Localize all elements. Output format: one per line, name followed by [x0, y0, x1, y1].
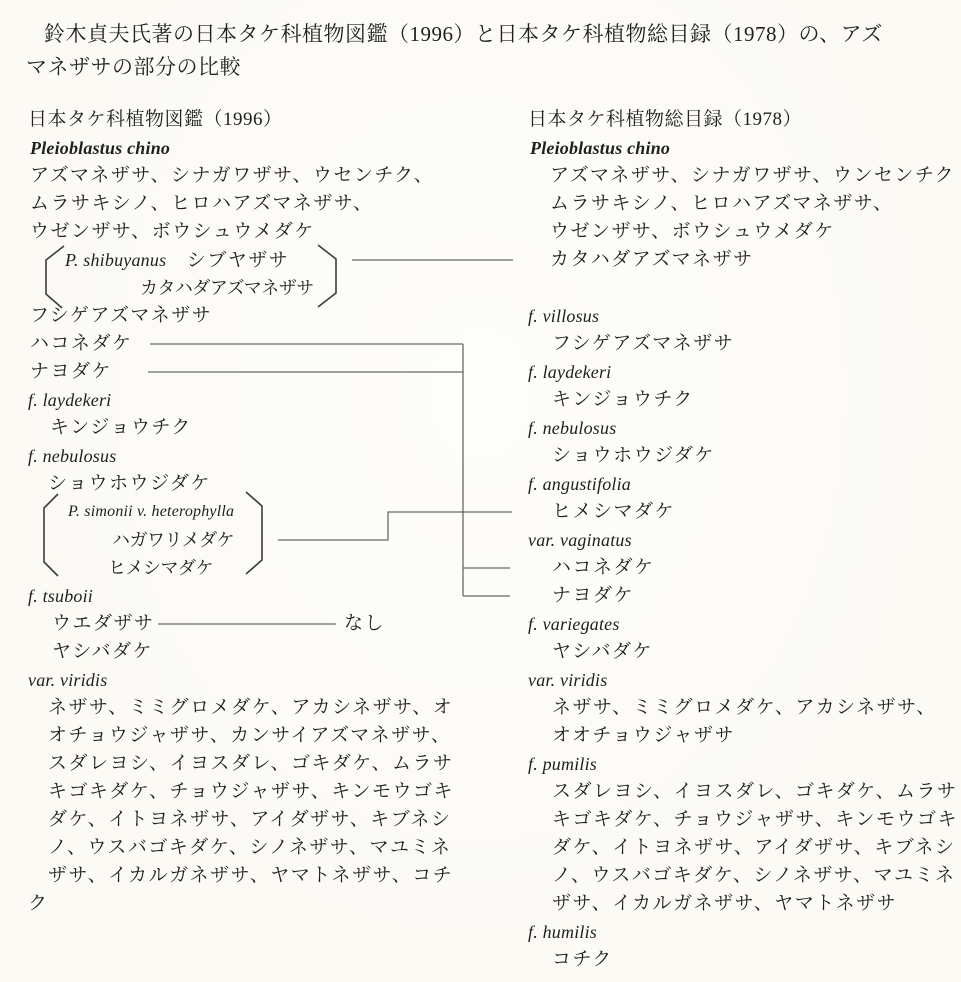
kana-name: ヤシバダケ: [52, 641, 153, 662]
latin-name: f. tsuboii: [28, 586, 94, 606]
kana-name: ネザサ、ミミグロメダケ、アカシネザサ、オ: [48, 697, 454, 718]
taxon-row: [528, 302, 961, 330]
taxon-row: [528, 442, 961, 470]
taxon-row: [28, 330, 498, 358]
latin-name: f. villosus: [528, 306, 600, 326]
taxon-row: [28, 778, 498, 806]
kana-name: キゴキダケ、チョウジャザサ、キンモウゴキ: [48, 781, 455, 802]
kana-name: オオチョウジャザサ: [552, 725, 735, 746]
kana-name: ダケ、イトヨネザサ、アイダザサ、キブネシ: [552, 837, 956, 858]
taxon-row: [28, 162, 498, 190]
kana-name: ダケ、イトヨネザサ、アイダザサ、キブネシ: [48, 809, 452, 830]
taxon-row: [28, 302, 498, 330]
taxon-row: [28, 554, 498, 582]
kana-name: ヒメシマダケ: [108, 558, 213, 578]
taxon-row: [528, 694, 961, 722]
taxon-row: [528, 106, 961, 134]
kana-name: ヤシバダケ: [552, 641, 653, 662]
taxon-row: [28, 190, 498, 218]
taxon-row: [528, 946, 961, 974]
taxon-row: [528, 554, 961, 582]
kana-name: ネザサ、ミミグロメダケ、アカシネザサ、: [552, 697, 937, 718]
document-title: [26, 18, 948, 84]
kana-name: ショウホウジダケ: [48, 473, 211, 494]
taxon-row: [528, 470, 961, 498]
kana-name: 日本タケ科植物図鑑（1996）: [28, 109, 283, 130]
taxon-row: [28, 498, 498, 526]
taxon-row: [28, 806, 498, 834]
taxon-row: [528, 666, 961, 694]
taxon-row: [28, 610, 498, 638]
taxon-row: [528, 274, 961, 302]
taxon-row: [528, 806, 961, 834]
kana-name: カタハダアズマネザサ: [140, 278, 314, 298]
latin-name: Pleioblastus chino: [30, 138, 171, 158]
taxon-row: [28, 134, 498, 162]
taxon-row: [528, 134, 961, 162]
taxon-row: [528, 750, 961, 778]
kana-name: ムラサキシノ、ヒロハアズマネザサ、: [30, 193, 374, 214]
document-title-line2: マネザサの部分の比較: [26, 55, 241, 79]
taxon-row: [528, 610, 961, 638]
kana-name: スダレヨシ、イヨスダレ、ゴキダケ、ムラサ: [552, 781, 958, 802]
taxon-row: [28, 274, 498, 302]
taxon-row: [28, 750, 498, 778]
taxon-row: [528, 358, 961, 386]
taxon-row: [528, 190, 961, 218]
taxon-row: [28, 890, 498, 918]
latin-name: Pleioblastus chino: [530, 138, 671, 158]
kana-name: カタハダアズマネザサ: [550, 249, 754, 270]
latin-name: f. nebulosus: [528, 418, 617, 438]
kana-name: ク: [28, 893, 49, 914]
kana-name: ムラサキシノ、ヒロハアズマネザサ、: [550, 193, 894, 214]
taxon-row: [28, 358, 498, 386]
taxon-row: [528, 386, 961, 414]
taxon-row: [528, 722, 961, 750]
taxon-row: [28, 694, 498, 722]
latin-name: f. pumilis: [528, 754, 598, 774]
taxon-row: [28, 442, 498, 470]
kana-name: ハガワリメダケ: [112, 530, 235, 550]
kana-name: ヒメシマダケ: [552, 501, 676, 522]
latin-name: f. nebulosus: [28, 446, 117, 466]
latin-name: var. vaginatus: [528, 530, 632, 550]
taxon-row: [28, 470, 498, 498]
left-column-zukan-1996: [28, 106, 498, 918]
kana-name: ウゼンザサ、ボウシュウメダケ: [30, 221, 315, 242]
kana-name: コチク: [552, 949, 613, 970]
kana-name: ウゼンザサ、ボウシュウメダケ: [550, 221, 835, 242]
kana-name: ナヨダケ: [30, 361, 113, 382]
kana-name: ザサ、イカルガネザサ、ヤマトネザサ: [552, 893, 898, 914]
latin-name: f. variegates: [528, 614, 620, 634]
taxon-row: [528, 218, 961, 246]
taxon-row: [528, 162, 961, 190]
kana-name: ナヨダケ: [552, 585, 635, 606]
kana-name: ザサ、イカルガネザサ、ヤマトネザサ、コチ: [48, 865, 454, 886]
taxon-row: [528, 246, 961, 274]
kana-name: ノ、ウスバゴキダケ、シノネザサ、マユミネ: [48, 837, 452, 858]
kana-name: アズマネザサ、シナガワザサ、ウンセンチク: [550, 165, 956, 186]
taxon-row: [528, 778, 961, 806]
taxon-row: [28, 722, 498, 750]
kana-name: ショウホウジダケ: [552, 445, 715, 466]
latin-name: f. humilis: [528, 922, 598, 942]
taxon-row: [28, 526, 498, 554]
taxon-row: [28, 218, 498, 246]
kana-name: シブヤザサ: [166, 250, 290, 271]
taxon-row: [28, 582, 498, 610]
taxon-row: [28, 666, 498, 694]
taxon-row: [528, 414, 961, 442]
taxon-row: [28, 862, 498, 890]
taxon-row: [28, 414, 498, 442]
kana-name: スダレヨシ、イヨスダレ、ゴキダケ、ムラサ: [48, 753, 454, 774]
taxon-row: [528, 582, 961, 610]
latin-name: f. laydekeri: [528, 362, 612, 382]
no-counterpart-label: なし: [344, 613, 386, 634]
taxon-row: [28, 638, 498, 666]
latin-name: P. shibuyanus: [65, 250, 167, 270]
kana-name: フシゲアズマネザサ: [552, 333, 735, 354]
kana-name: キンジョウチク: [552, 389, 694, 410]
latin-name: var. viridis: [528, 670, 608, 690]
latin-name: var. viridis: [28, 670, 108, 690]
taxon-row: [528, 498, 961, 526]
kana-name: フシゲアズマネザサ: [30, 305, 213, 326]
taxon-row: [28, 386, 498, 414]
latin-name: f. laydekeri: [28, 390, 112, 410]
kana-name: アズマネザサ、シナガワザサ、ウセンチク、: [30, 165, 435, 186]
taxon-row: [528, 638, 961, 666]
kana-name: オチョウジャザサ、カンサイアズマネザサ、: [48, 725, 452, 746]
kana-name: キゴキダケ、チョウジャザサ、キンモウゴキ: [552, 809, 959, 830]
latin-name: f. angustifolia: [528, 474, 632, 494]
latin-name: P. simonii v. heterophylla: [68, 503, 235, 520]
kana-name: ウエダザサ: [52, 613, 155, 634]
taxon-row: [528, 526, 961, 554]
taxon-row: [528, 918, 961, 946]
taxon-row: [28, 834, 498, 862]
taxon-row: [528, 330, 961, 358]
taxon-row: [28, 106, 498, 134]
kana-name: ハコネダケ: [552, 557, 655, 578]
document-title-line1: 鈴木貞夫氏著の日本タケ科植物図鑑（1996）と日本タケ科植物総目録（1978）の、アズ: [44, 22, 883, 46]
taxon-row: [28, 246, 498, 274]
taxon-row: [528, 890, 961, 918]
kana-name: ハコネダケ: [30, 333, 133, 354]
taxon-row: [528, 862, 961, 890]
taxon-row: [528, 834, 961, 862]
kana-name: キンジョウチク: [50, 417, 192, 438]
right-column-somokuroku-1978: [528, 106, 961, 974]
kana-name: 日本タケ科植物総目録（1978）: [528, 109, 803, 130]
kana-name: ノ、ウスバゴキダケ、シノネザサ、マユミネ: [552, 865, 956, 886]
